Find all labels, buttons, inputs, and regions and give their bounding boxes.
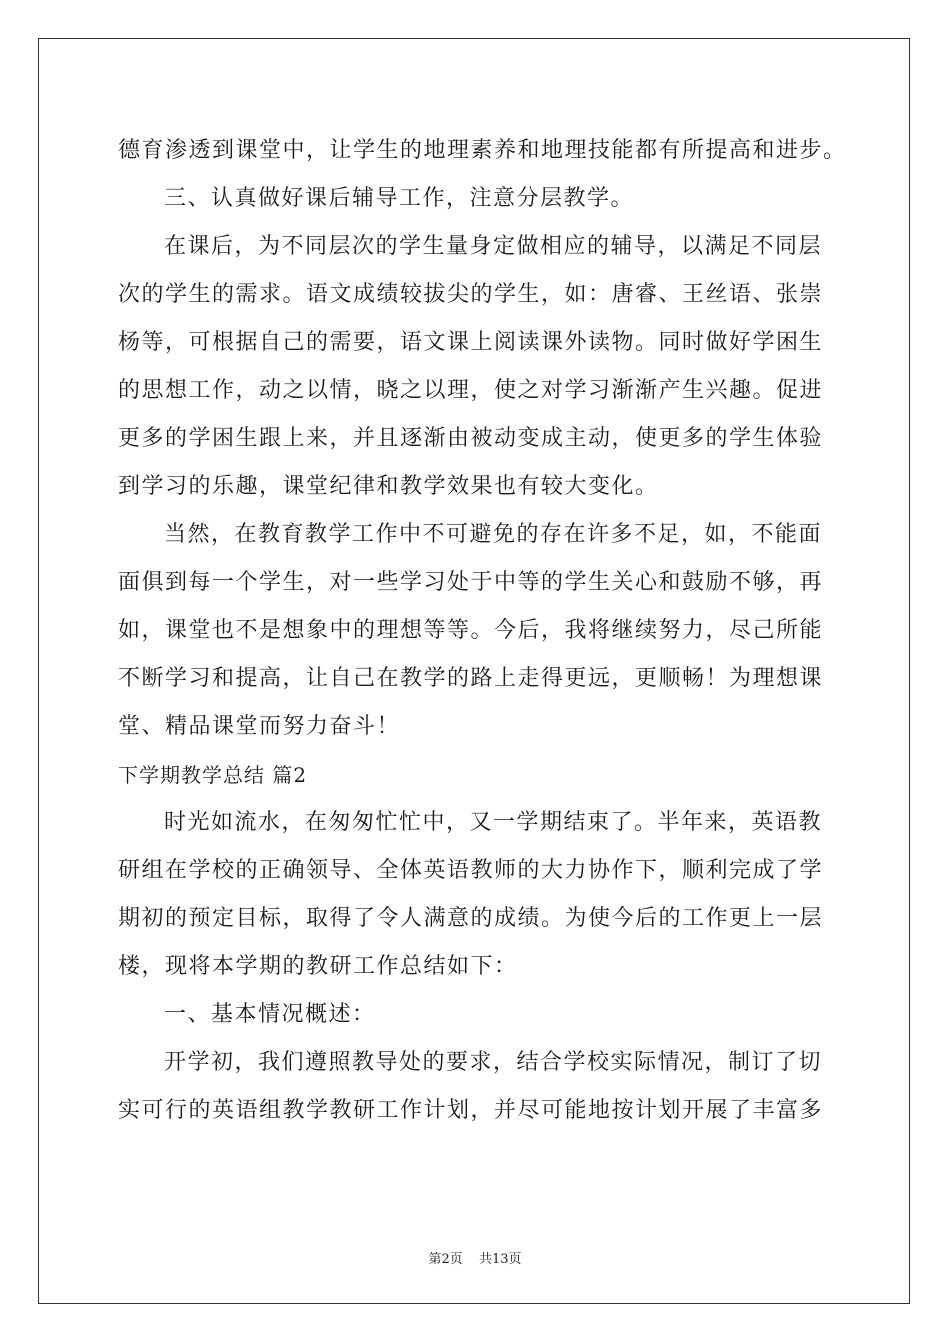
text-line: 堂、精品课堂而努力奋斗！ <box>118 714 401 739</box>
text-line: 一、基本情况概述： <box>164 1002 376 1027</box>
text-line: 更多的学困生跟上来，并且逐渐由被动变成主动，使更多的学生体验 <box>118 426 824 451</box>
text-line: 三、认真做好课后辅导工作，注意分层教学。 <box>164 186 635 211</box>
page-number: 第2页 <box>428 1252 463 1267</box>
page-total: 共13页 <box>478 1252 522 1267</box>
text-line: 不断学习和提高，让自己在教学的路上走得更远，更顺畅！为理想课 <box>118 666 824 691</box>
section-heading: 下学期教学总结 篇2 <box>118 763 308 787</box>
text-line: 实可行的英语组教学教研工作计划，并尽可能地按计划开展了丰富多 <box>118 1098 824 1123</box>
text-line: 杨等，可根据自己的需要，语文课上阅读课外读物。同时做好学困生 <box>118 330 824 355</box>
text-line: 德育渗透到课堂中，让学生的地理素养和地理技能都有所提高和进步。 <box>118 138 847 163</box>
text-line: 开学初，我们遵照教导处的要求，结合学校实际情况，制订了切 <box>164 1050 823 1075</box>
text-line: 到学习的乐趣，课堂纪律和教学效果也有较大变化。 <box>118 474 659 499</box>
text-line: 研组在学校的正确领导、全体英语教师的大力协作下，顺利完成了学 <box>118 858 824 883</box>
text-line: 在课后，为不同层次的学生量身定做相应的辅导，以满足不同层 <box>164 234 823 259</box>
text-line: 期初的预定目标，取得了令人满意的成绩。为使今后的工作更上一层 <box>118 906 824 931</box>
page-footer <box>0 1248 950 1267</box>
text-line: 次的学生的需求。语文成绩较拔尖的学生，如：唐睿、王丝语、张崇 <box>118 282 824 307</box>
text-line: 如，课堂也不是想象中的理想等等。今后，我将继续努力，尽己所能 <box>118 618 824 643</box>
text-line: 的思想工作，动之以情，晓之以理，使之对学习渐渐产生兴趣。促进 <box>118 378 824 403</box>
document-body <box>118 127 847 1135</box>
text-line: 时光如流水，在匆匆忙忙中，又一学期结束了。半年来，英语教 <box>164 810 823 835</box>
text-line: 当然，在教育教学工作中不可避免的存在许多不足，如，不能面 <box>164 522 823 547</box>
text-line: 楼，现将本学期的教研工作总结如下： <box>118 954 518 979</box>
text-line: 面俱到每一个学生，对一些学习处于中等的学生关心和鼓励不够，再 <box>118 570 824 595</box>
